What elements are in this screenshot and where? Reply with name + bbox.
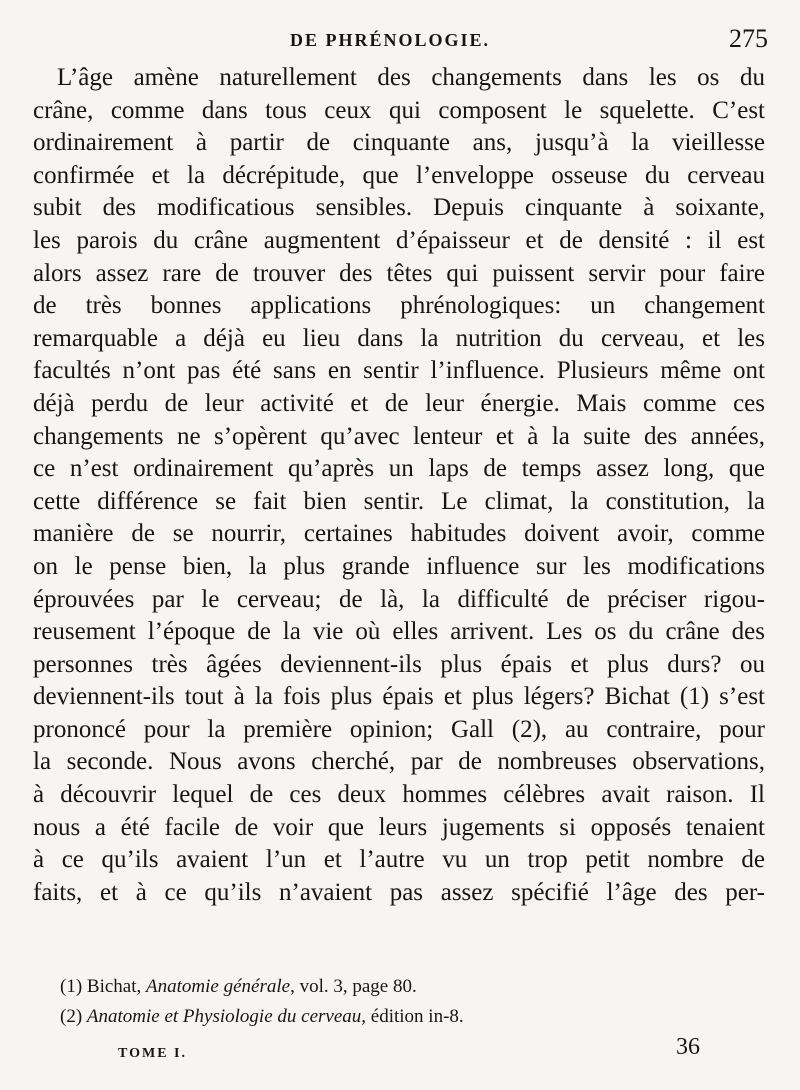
text-line: à ce qu’ils avaient l’un et l’autre vu un trop petit nombre de: [33, 846, 765, 874]
page-footer: [0, 1036, 800, 1066]
text-line: remarquable a déjà eu lieu dans la nutrition du cerveau, et les: [33, 324, 765, 352]
text-line: à découvrir lequel de ces deux hommes célèbres avait raison. Il: [33, 781, 765, 809]
text-line: la seconde. Nous avons cherché, par de nombreuses observations,: [33, 748, 765, 776]
text-line: deviennent-ils tout à la fois plus épais et plus légers? Bichat (1) s’est: [33, 683, 765, 711]
text-line: éprouvées par le cerveau; de là, la difficulté de préciser rigou-: [33, 585, 765, 613]
text-line: déjà perdu de leur activité et de leur énergie. Mais comme ces: [33, 389, 765, 417]
text-line: confirmée et la décrépitude, que l’enveloppe osseuse du cerveau: [33, 161, 765, 189]
text-line: alors assez rare de trouver des têtes qui puissent servir pour faire: [33, 259, 765, 287]
text-line: nous a été facile de voir que leurs jugements si opposés tenaient: [33, 813, 765, 841]
text-line: prononcé pour la première opinion; Gall (2), au contraire, pour: [33, 715, 765, 743]
text-line: changements ne s’opèrent qu’avec lenteur et à la suite des années,: [33, 422, 765, 450]
text-line: manière de se nourrir, certaines habitudes doivent avoir, comme: [33, 520, 765, 548]
footnote-text: Bichat,: [86, 976, 147, 997]
page-number: 275: [729, 24, 768, 53]
footnotes: [60, 972, 760, 1032]
text-line: L’âge amène naturellement des changements dans les os du: [57, 64, 765, 91]
footnote-text: , vol. 3, page 80.: [290, 976, 417, 997]
text-line: ce n’est ordinairement qu’après un laps de temps assez long, que: [33, 455, 765, 483]
text-line: on le pense bien, la plus grande influence sur les modifications: [33, 552, 765, 580]
text-line: reusement l’époque de la vie où elles arrivent. Les os du crâne des: [33, 618, 765, 646]
footnote-work-title: Anatomie et Physiologie du cerveau: [86, 1006, 362, 1027]
footnote-text: , édition in-8.: [361, 1006, 464, 1027]
signature-mark: TOME I.: [118, 1046, 187, 1061]
text-line: crâne, comme dans tous ceux qui composent le squelette. C’est: [33, 96, 765, 124]
text-line: subit des modificatious sensibles. Depuis cinquante à soixante,: [33, 194, 765, 222]
running-title: DE PHRÉNOLOGIE.: [290, 30, 491, 50]
text-line: facultés n’ont pas été sans en sentir l’influence. Plusieurs même ont: [33, 357, 765, 385]
text-line: ordinairement à partir de cinquante ans, jusqu’à la vieillesse: [33, 129, 765, 157]
footnote-marker: (2): [60, 1006, 83, 1027]
body-text: [33, 62, 765, 909]
footnote-2: [60, 1002, 760, 1032]
text-line: personnes très âgées deviennent-ils plus épais et plus durs? ou: [33, 650, 765, 678]
footnote-work-title: Anatomie générale: [146, 976, 291, 997]
footnote-marker: (1): [60, 976, 83, 997]
text-line: cette différence se fait bien sentir. Le climat, la constitution, la: [33, 487, 765, 515]
text-line: de très bonnes applications phrénologiques: un changement: [33, 292, 765, 320]
signature-number: 36: [676, 1034, 700, 1060]
text-line: les parois du crâne augmentent d’épaisseur et de densité : il est: [33, 226, 765, 254]
running-head: [0, 24, 800, 54]
footnote-1: [60, 972, 760, 1002]
text-line: faits, et à ce qu’ils n’avaient pas assez spécifié l’âge des per-: [33, 878, 765, 906]
